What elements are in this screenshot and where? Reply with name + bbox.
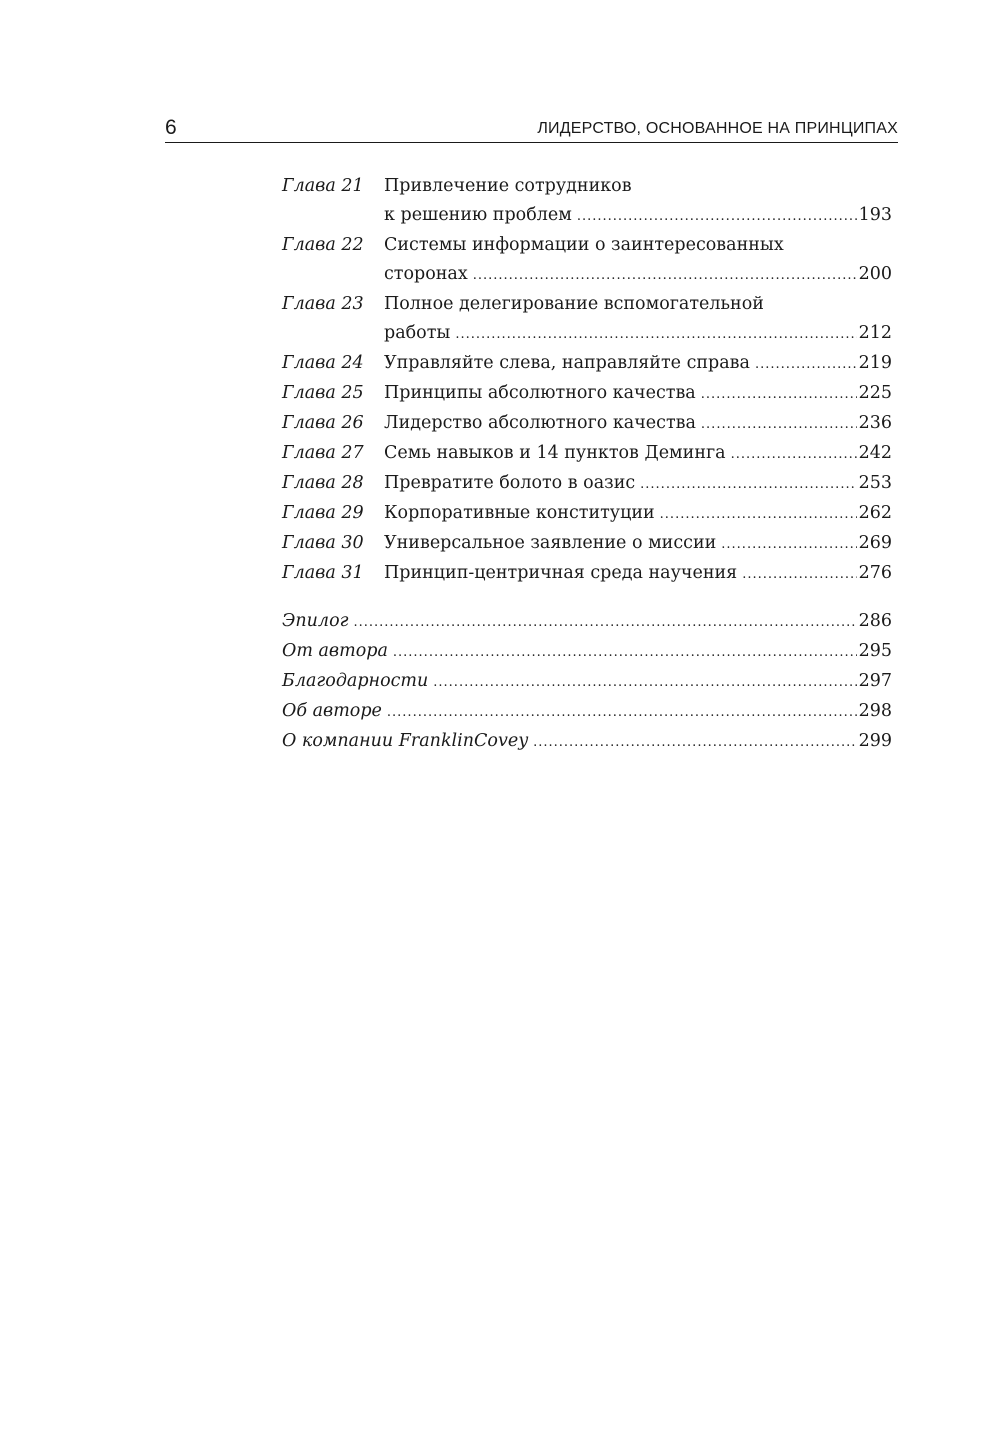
chapter-title: Управляйте слева, направляйте справа — [384, 353, 750, 373]
chapter-title-leader-line — [384, 260, 892, 290]
page-header — [165, 112, 898, 143]
dot-leader — [433, 668, 856, 697]
dot-leader — [640, 470, 856, 499]
chapter-label: Глава 22 — [282, 235, 364, 255]
dot-leader — [731, 440, 857, 469]
chapter-label: Глава 24 — [282, 353, 364, 373]
page-ref: 276 — [858, 563, 892, 583]
chapter-title: Принципы абсолютного качества — [384, 383, 696, 403]
chapter-body — [384, 439, 892, 469]
back-matter-entry — [282, 697, 892, 727]
chapter-body — [384, 409, 892, 439]
page-number: 6 — [165, 116, 177, 139]
dot-leader — [660, 500, 857, 529]
dot-leader — [701, 410, 857, 439]
chapter-label: Глава 28 — [282, 473, 364, 493]
dot-leader — [353, 608, 856, 637]
page-ref: 295 — [858, 641, 892, 661]
chapter-title-leader-line — [384, 201, 892, 231]
dot-leader — [701, 380, 857, 409]
back-matter-entry — [282, 637, 892, 667]
back-matter-title: Благодарности — [282, 671, 429, 691]
dot-leader — [577, 202, 857, 231]
toc-chapter-entry — [282, 529, 892, 559]
back-matter-title: О компании FranklinCovey — [282, 731, 529, 751]
chapter-title-leader-line — [384, 319, 892, 349]
chapter-label: Глава 27 — [282, 443, 364, 463]
dot-leader — [473, 261, 857, 290]
chapter-title-leader-line — [384, 439, 892, 469]
page-ref: 298 — [858, 701, 892, 721]
toc-chapter-entry — [282, 409, 892, 439]
back-matter-entry — [282, 667, 892, 697]
chapter-body — [384, 231, 892, 290]
toc-chapter-entry — [282, 439, 892, 469]
chapter-title: сторонах — [384, 264, 468, 284]
page-ref: 286 — [858, 611, 892, 631]
chapter-label: Глава 31 — [282, 563, 364, 583]
back-matter-entry — [282, 727, 892, 757]
dot-leader — [455, 320, 856, 349]
chapter-body — [384, 379, 892, 409]
chapter-title-leader-line — [384, 379, 892, 409]
running-title: ЛИДЕРСТВО, ОСНОВАННОЕ НА ПРИНЦИПАХ — [537, 120, 898, 137]
chapter-title: работы — [384, 323, 451, 343]
chapter-title-leader-line — [384, 499, 892, 529]
chapter-body — [384, 559, 892, 589]
chapter-title: Семь навыков и 14 пунктов Деминга — [384, 443, 726, 463]
chapter-label: Глава 26 — [282, 413, 364, 433]
chapter-title-line: Системы информации о заинтересованных — [384, 235, 784, 255]
page-ref: 219 — [858, 353, 892, 373]
chapter-body — [384, 290, 892, 349]
chapter-label: Глава 29 — [282, 503, 364, 523]
back-matter-title: Эпилог — [282, 611, 349, 631]
page-ref: 212 — [858, 323, 892, 343]
page-ref: 253 — [858, 473, 892, 493]
chapter-body — [384, 499, 892, 529]
chapter-label: Глава 21 — [282, 176, 364, 196]
back-matter-title: От автора — [282, 641, 388, 661]
dot-leader — [755, 350, 857, 379]
dot-leader — [387, 698, 857, 727]
chapter-body — [384, 172, 892, 231]
page-ref: 236 — [858, 413, 892, 433]
dot-leader — [393, 638, 857, 667]
toc-chapter-entry — [282, 231, 892, 290]
chapter-body — [384, 469, 892, 499]
back-matter-title: Об авторе — [282, 701, 382, 721]
chapter-body — [384, 529, 892, 559]
page-ref: 200 — [858, 264, 892, 284]
dot-leader — [721, 530, 856, 559]
table-of-contents — [282, 172, 892, 757]
back-matter-list — [282, 607, 892, 757]
toc-chapter-entry — [282, 379, 892, 409]
chapter-label: Глава 30 — [282, 533, 364, 553]
toc-chapter-entry — [282, 559, 892, 589]
page-ref: 299 — [858, 731, 892, 751]
toc-chapter-entry — [282, 172, 892, 231]
page-ref: 269 — [858, 533, 892, 553]
chapter-title: Корпоративные конституции — [384, 503, 655, 523]
chapter-title-leader-line — [384, 409, 892, 439]
dot-leader — [742, 560, 856, 589]
chapter-title: Превратите болото в оазис — [384, 473, 636, 493]
chapter-title-line: Полное делегирование вспомогательной — [384, 294, 764, 314]
page-ref: 242 — [858, 443, 892, 463]
page-ref: 297 — [858, 671, 892, 691]
toc-chapter-entry — [282, 469, 892, 499]
chapter-body — [384, 349, 892, 379]
toc-chapter-entry — [282, 290, 892, 349]
page-ref: 225 — [858, 383, 892, 403]
back-matter-entry — [282, 607, 892, 637]
dot-leader — [533, 728, 857, 757]
chapter-title: Лидерство абсолютного качества — [384, 413, 696, 433]
page-ref: 262 — [858, 503, 892, 523]
toc-chapter-entry — [282, 349, 892, 379]
chapter-title: к решению проблем — [384, 205, 572, 225]
toc-chapter-entry — [282, 499, 892, 529]
chapter-title-line: Привлечение сотрудников — [384, 176, 632, 196]
chapter-label: Глава 23 — [282, 294, 364, 314]
chapter-title-leader-line — [384, 469, 892, 499]
chapter-list — [282, 172, 892, 589]
page-ref: 193 — [858, 205, 892, 225]
chapter-title: Универсальное заявление о миссии — [384, 533, 717, 553]
chapter-title-leader-line — [384, 559, 892, 589]
chapter-title-leader-line — [384, 349, 892, 379]
chapter-title-leader-line — [384, 529, 892, 559]
chapter-title: Принцип-центричная среда научения — [384, 563, 738, 583]
chapter-label: Глава 25 — [282, 383, 364, 403]
